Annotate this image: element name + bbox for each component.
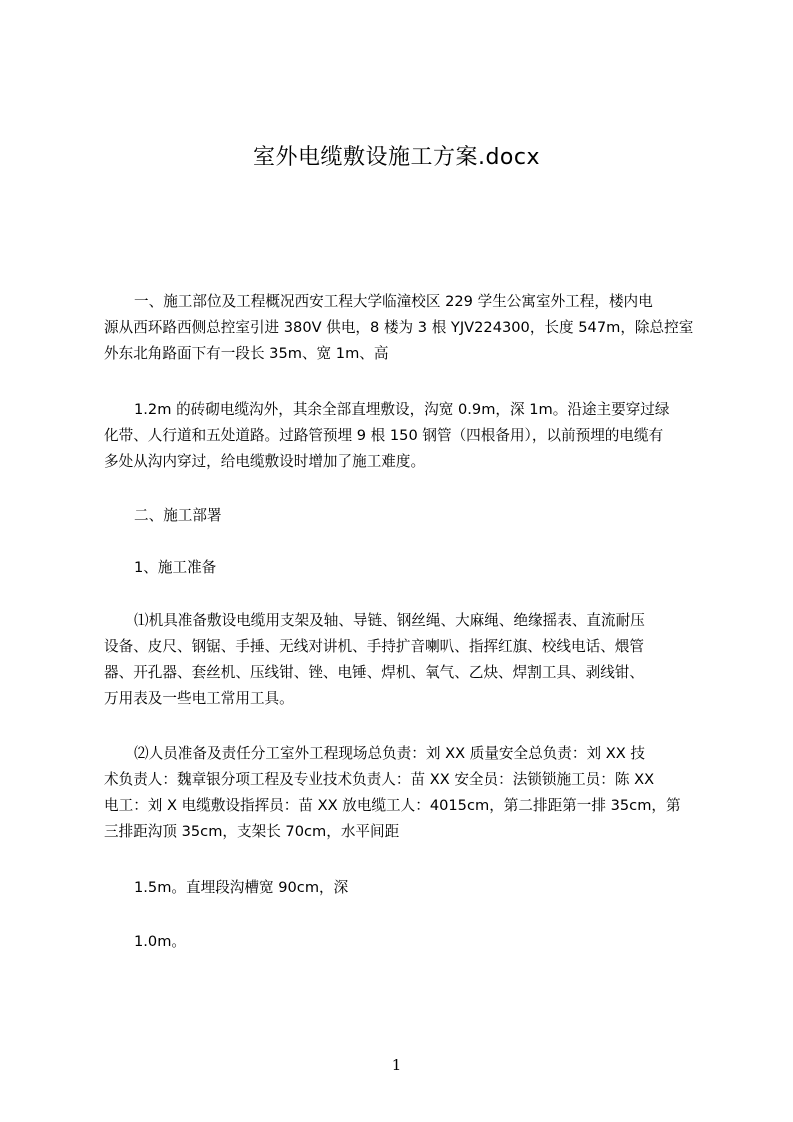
document-title: 室外电缆敷设施工方案.docx <box>252 145 541 170</box>
paragraph-trench-description <box>104 397 696 475</box>
paragraph-line: 多处从沟内穿过，给电缆敷设时增加了施工难度。 <box>104 453 426 470</box>
paragraph-equipment-preparation <box>104 608 696 712</box>
paragraph-line: ⑴机具准备敷设电缆用支架及轴、导链、钢丝绳、大麻绳、绝缘摇表、直流耐压 <box>134 612 645 629</box>
paragraph-project-overview <box>104 289 696 367</box>
subsection-heading-preparation <box>104 555 696 581</box>
paragraph-trench-width <box>104 875 696 901</box>
paragraph-trench-depth <box>104 929 696 955</box>
paragraph-line: 三排距沟顶 35cm，支架长 70cm，水平间距 <box>104 823 400 840</box>
subsection-heading: 1、施工准备 <box>134 559 217 576</box>
paragraph-line: 万用表及一些电工常用工具。 <box>104 690 294 707</box>
paragraph-line: 1.0m。 <box>134 933 187 950</box>
paragraph-line: 术负责人：魏章银分项工程及专业技术负责人：苗 XX 安全员：法锁锁施工员：陈 XX <box>104 771 655 788</box>
paragraph-personnel-preparation <box>104 741 696 845</box>
paragraph-line: 外东北角路面下有一段长 35m、宽 1m、高 <box>104 345 389 362</box>
paragraph-line: 电工：刘 X 电缆敷设指挥员：苗 XX 放电缆工人：4015cm，第二排距第一排 35cm，第 <box>104 797 681 814</box>
section-heading: 二、施工部署 <box>134 507 222 524</box>
paragraph-line: 源从西环路西侧总控室引进 380V 供电，8 楼为 3 根 YJV224300，长度 547m，除总控室 <box>104 319 694 336</box>
section-heading-deployment <box>104 503 696 529</box>
paragraph-line: ⑵人员准备及责任分工室外工程现场总负责：刘 XX 质量安全总负责：刘 XX 技 <box>134 745 645 762</box>
paragraph-line: 设备、皮尺、钢锯、手捶、无线对讲机、手持扩音喇叭、指挥红旗、校线电话、煨管 <box>104 638 644 655</box>
paragraph-line: 一、施工部位及工程概况西安工程大学临潼校区 229 学生公寓室外工程，楼内电 <box>134 293 653 310</box>
paragraph-line: 化带、人行道和五处道路。过路管预埋 9 根 150 钢管（四根备用），以前预埋的电缆有 <box>104 427 664 444</box>
paragraph-line: 1.5m。直埋段沟槽宽 90cm，深 <box>134 879 349 896</box>
paragraph-line: 器、开孔器、套丝机、压线钳、锉、电锤、焊机、氧气、乙炔、焊割工具、剥线钳、 <box>104 664 644 681</box>
page-number: 1 <box>391 1056 402 1074</box>
paragraph-line: 1.2m 的砖砌电缆沟外，其余全部直埋敷设，沟宽 0.9m，深 1m。沿途主要穿过绿 <box>134 401 670 418</box>
